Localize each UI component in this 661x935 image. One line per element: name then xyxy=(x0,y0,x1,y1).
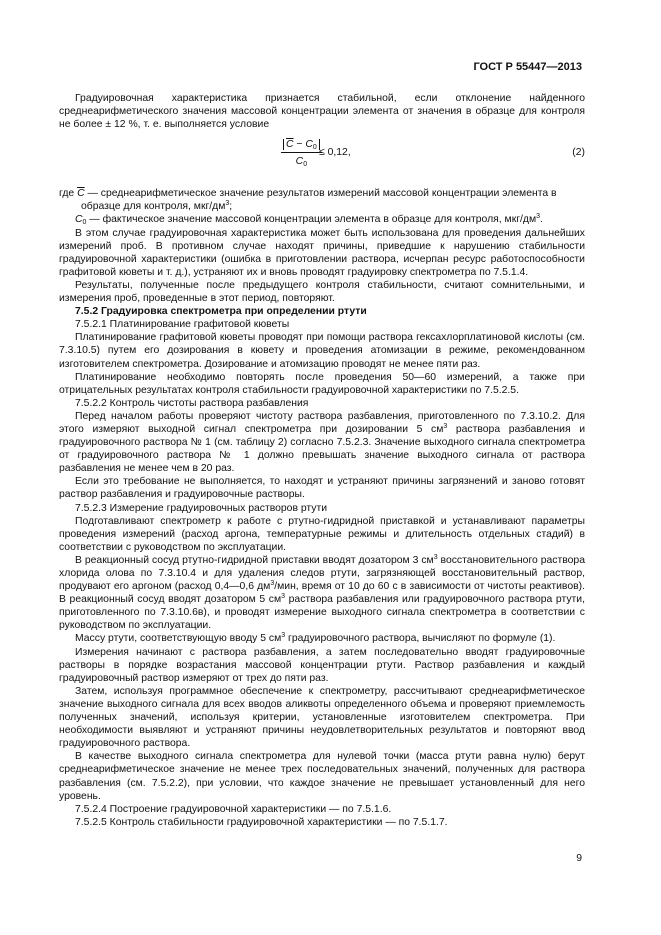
paragraph-zero-point: В качестве выходного сигнала спектрометра для нулевой точки (масса ртути равна нулю) берут среднеарифметическое значение не менее трех последовательных значений, полученных для раствора разбавления (см. 7.5.2.2), при условии, что каждое значение не превышает установленный для него уровень. xyxy=(59,751,585,802)
section-heading-7-5-2-4: 7.5.2.4 Построение градуировочной характеристики — по 7.5.1.6. xyxy=(75,803,392,815)
definition-mean-concentration: где $\overline{C}$ — среднеарифметическое значение результатов измерений массовой концентрации элемента в xyxy=(59,188,557,200)
paragraph-platinization: Платинирование графитовой кюветы проводят при помощи раствора гексахлорплатиновой кислоты (см. 7.3.10.5) путем его дозирования в кювету и проведения атомизации в режиме, рекомендованном изготовителем спектрометра. Дозирование и атомизацию проводят не менее пяти раз. xyxy=(59,332,585,370)
paragraph-reaction-vessel: В реакционный сосуд ртутно-гидридной приставки вводят дозатором 3 $см^3$ восстановительного раствора хлорида олова по 7.3.10.4 и для удаления следов ртути, загрязняющей восстановительный раствор, продувают его аргоном (расход 0,4—0,6 $дм^3$/мин, время от 10 до 60 с в зависимости от чистоты реактивов). В реакционный сосуд вводят дозатором 5 $см^3$ раствора разбавления или градуировочного раствора ртути, приготовленного по 7.3.10.6в), и проводят измерение выходного сигнала спектрометра в соответствии с руководством по эксплуатации. xyxy=(59,553,585,632)
page-number: 9 xyxy=(576,853,582,864)
definition-actual-concentration: $C_0$ — фактическое значение массовой концентрации элемента в образце для контроля, мкг/$дм^3$. xyxy=(75,213,543,227)
paragraph-prepare-spectrometer: Подготавливают спектрометр к работе с ртутно-гидридной приставкой и устанавливают параметры проведения измерений (расход аргона, температурные режимы и длительность отдельных стадий) в соответствии с руководством по эксплуатации. xyxy=(59,515,585,553)
paragraph-results-doubtful: Результаты, полученные после предыдущего контроля стабильности, считают сомнительными, и измерения проб, проведенные в этот период, повторяют. xyxy=(59,279,585,305)
paragraph-platinization-repeat: Платинирование необходимо повторять после проведения 50—60 измерений, а также при отрицательных результатах контроля стабильности градуировочной характеристики по 7.5.2.5. xyxy=(59,371,585,396)
paragraph-stability-criterion: Градуировочная характеристика признается стабильной, если отклонение найденного среднеарифметического значения массовой концентрации элемента от значения в образце для контроля не более ± 12 %, т. е. выполняется условие xyxy=(59,93,585,131)
section-heading-7-5-2: 7.5.2 Градуировка спектрометра при определении ртути xyxy=(75,306,367,318)
definition-mean-concentration-cont: образце для контроля, мкг/$дм^3$; xyxy=(81,200,233,213)
paragraph-measurement-order: Измерения начинают с раствора разбавления, а затем последовательно вводят градуировочные растворы в порядке возрастания массовой концентрации ртути. Раствор разбавления и каждый градуировочный раствор измеряют от трех до пяти раз. xyxy=(59,646,585,684)
paragraph-mercury-mass: Массу ртути, соответствующую вводу 5 $см^3$ градуировочного раствора, вычисляют по формуле (1). xyxy=(75,632,556,645)
section-heading-7-5-2-1: 7.5.2.1 Платинирование графитовой кюветы xyxy=(75,319,290,331)
paragraph-purity-check: Перед началом работы проверяют чистоту раствора разбавления, приготовленного по 7.3.10.2. Для этого измеряют выходной сигнал спектрометра при дозировании 5 $см^3$ раствора разбавления и градуировочного раствора № 1 (см. таблицу 2) согласно 7.5.2.3. Значение выходного сигнала спектрометра от градуировочного раствора № 1 должно превышать значение выходного сигнала от раствора разбавления не менее чем в 20 раз. xyxy=(59,410,585,475)
section-heading-7-5-2-5: 7.5.2.5 Контроль стабильности градуировочной характеристики — по 7.5.1.7. xyxy=(75,816,448,828)
formula-denominator: $C_0$ xyxy=(295,156,308,169)
formula-inequality: ≤ 0,12, xyxy=(319,147,351,159)
section-heading-7-5-2-3: 7.5.2.3 Измерение градуировочных растворов ртути xyxy=(75,502,328,514)
formula-number: (2) xyxy=(572,147,585,159)
paragraph-use-characteristic: В этом случае градуировочная характеристика может быть использована для проведения дальнейших измерений проб. В противном случае находят причины, приведшие к нарушению стабильности градуировочной характеристики (ошибка в приготовлении раствора, исчерпан ресурс работоспособности графитовой кюветы и т. д.), устраняют их и вновь проводят градуировку спектрометра по 7.5.1.4. xyxy=(59,227,585,278)
formula-2 xyxy=(59,136,585,186)
page-content xyxy=(59,92,585,829)
formula-numerator: $\overline{C} - C_0$ xyxy=(281,138,322,153)
formula-fraction xyxy=(281,138,322,168)
standard-header: ГОСТ Р 55447—2013 xyxy=(473,61,582,73)
paragraph-purity-fail: Если это требование не выполняется, то находят и устраняют причины загрязнений и заново готовят раствор разбавления и градуировочные растворы. xyxy=(59,476,585,501)
paragraph-software-calculation: Затем, используя программное обеспечение к спектрометру, рассчитывают среднеарифметическое значение выходного сигнала для всех вводов аликвоты определенного объема и проверяют приемлемость полученных значений, используя критерии, установленные изготовителем спектрометра. При необходимости выявляют и устраняют причины неудовлетворительных результатов и повторяют ввод градуировочного раствора. xyxy=(59,685,585,750)
section-heading-7-5-2-2: 7.5.2.2 Контроль чистоты раствора разбавления xyxy=(75,397,309,409)
